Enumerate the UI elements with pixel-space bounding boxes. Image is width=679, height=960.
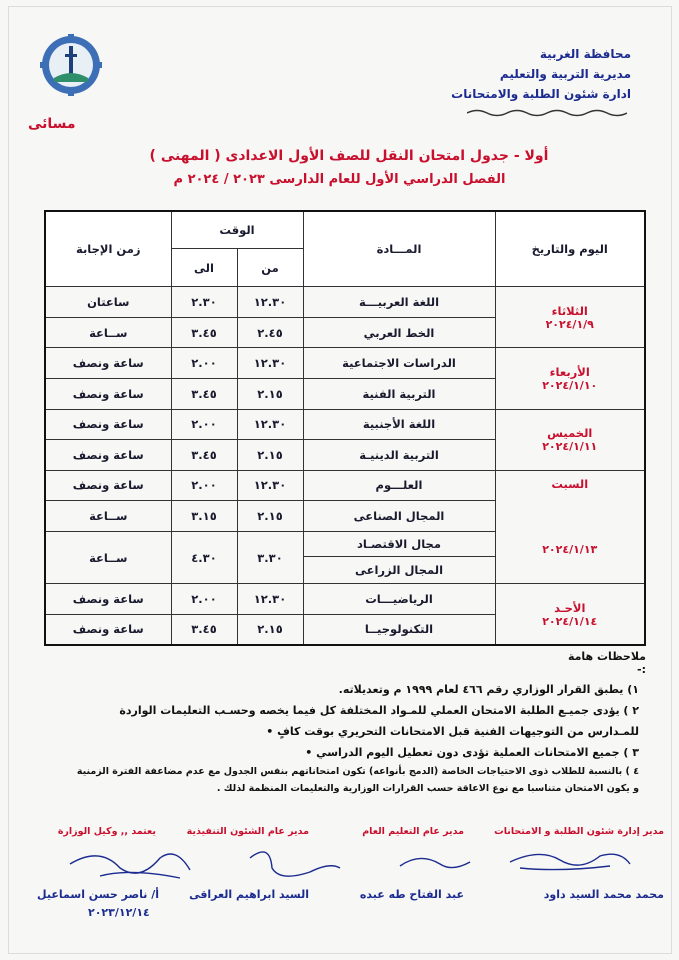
day-name: الثلاثاء	[551, 303, 588, 318]
schedule-subtitle: الفصل الدراسي الأول للعام الدارسى ٢٠٢٣ / ٢٠٢٤ م	[173, 172, 506, 187]
duration-cell: ساعة ونصف	[45, 614, 171, 645]
to-cell: ٤.٣٠	[171, 531, 237, 584]
to-cell: ٣.١٥	[171, 501, 237, 532]
to-cell: ٣.٤٥	[171, 317, 237, 348]
duration-cell: ساعة ونصف	[45, 409, 171, 440]
day-date: ٢٠٢٤/١/٩	[545, 317, 594, 331]
signatory-name: عبد الفتاح طه عبده	[359, 888, 464, 901]
department-name: ادارة شئون الطلبة والامتحانات	[451, 87, 631, 101]
to-cell: ٣.٤٥	[171, 378, 237, 409]
day-cell	[495, 287, 645, 348]
day-date: ٢٠٢٤/١/١٣	[542, 542, 598, 556]
to-cell: ٢.٣٠	[171, 287, 237, 318]
signature-title: مدير عام التعليم العام	[362, 826, 464, 837]
notes-list	[39, 680, 639, 798]
header-to: الى	[171, 249, 237, 287]
directorate-name: مديرية التربية والتعليم	[499, 67, 631, 81]
from-cell: ٢.١٥	[237, 440, 303, 471]
decorative-ornament-icon	[467, 108, 627, 118]
issuer-header	[451, 44, 631, 104]
to-cell: ٢.٠٠	[171, 470, 237, 501]
signed-date: ٢٠٢٣/١٢/١٤	[88, 906, 150, 919]
exam-schedule-table	[44, 210, 646, 646]
subject-cell: اللغة الأجنبية	[303, 409, 495, 440]
day-date: ٢٠٢٤/١/١١	[542, 440, 598, 454]
subject-cell: الخط العربي	[303, 317, 495, 348]
note-item: ٤ ) بالنسبة للطلاب ذوى الاحتياجات الخاصة (الدمج بأنواعه) تكون امتحاناتهم بنفس الجدول مع عدم مضاعفة الفترة الزمنية	[76, 766, 639, 777]
duration-cell: ساعتان	[45, 287, 171, 318]
signatory-name: أ/ ناصر حسن اسماعيل	[37, 888, 159, 901]
note-item: للمـدارس من التوجيهات الفنية قبل الامتحانات التحريري بوقت كافٍ •	[266, 725, 639, 738]
subject-cell: المجال الزراعى	[303, 557, 495, 584]
governorate-logo-icon	[40, 34, 102, 96]
note-item: ١) يطبق القرار الوزاري رقم ٤٦٦ لعام ١٩٩٩ م وتعديلاته.	[338, 683, 639, 696]
from-cell: ٢.١٥	[237, 378, 303, 409]
duration-cell: ساعة ونصف	[45, 378, 171, 409]
signatory-name: محمد محمد السيد داود	[543, 888, 664, 901]
from-cell: ٢.١٥	[237, 614, 303, 645]
notes-title: ملاحظات هامة :-	[567, 650, 646, 676]
from-cell: ٢.١٥	[237, 501, 303, 532]
to-cell: ٣.٤٥	[171, 440, 237, 471]
signatory-name: السيد ابراهيم العراقى	[189, 888, 309, 901]
from-cell: ١٢.٣٠	[237, 470, 303, 501]
subject-cell: الدراسات الاجتماعية	[303, 348, 495, 379]
to-cell: ٢.٠٠	[171, 584, 237, 615]
header-day-date: اليوم والتاريخ	[495, 211, 645, 287]
day-name: السبت	[551, 476, 589, 491]
day-cell	[495, 470, 645, 584]
schedule-title: أولا - جدول امتحان النقل للصف الأول الاعدادى ( المهنى )	[149, 148, 549, 164]
header-from: من	[237, 249, 303, 287]
from-cell: ٢.٤٥	[237, 317, 303, 348]
signature-title: يعتمد ,, وكيل الوزارة	[57, 826, 156, 837]
day-cell	[495, 584, 645, 645]
to-cell: ٢.٠٠	[171, 409, 237, 440]
day-date: ٢٠٢٤/١/١٤	[542, 614, 598, 628]
from-cell: ١٢.٣٠	[237, 409, 303, 440]
note-item: و يكون الامتحان متناسبا مع نوع الاعاقة حسب القرارات الوزارية والتعليمات المنظمة لذلك .	[216, 783, 639, 794]
subject-cell: التربية الدينيـة	[303, 440, 495, 471]
from-cell: ١٢.٣٠	[237, 584, 303, 615]
day-cell	[495, 409, 645, 470]
session-label: مسائى	[28, 116, 76, 132]
duration-cell: ساعة ونصف	[45, 584, 171, 615]
header-time: الوقت	[171, 211, 303, 249]
duration-cell: ســاعة	[45, 531, 171, 584]
to-cell: ٢.٠٠	[171, 348, 237, 379]
signature-title: مدير عام الشئون التنفيذية	[186, 826, 309, 837]
duration-cell: ساعة ونصف	[45, 440, 171, 471]
duration-cell: ساعة ونصف	[45, 348, 171, 379]
header-duration: زمن الإجابة	[45, 211, 171, 287]
subject-cell: العلـــوم	[303, 470, 495, 501]
day-name: الأربعاء	[549, 364, 590, 379]
day-cell	[495, 348, 645, 409]
subject-cell: المجال الصناعى	[303, 501, 495, 532]
duration-cell: ساعة ونصف	[45, 470, 171, 501]
duration-cell: ســاعة	[45, 501, 171, 532]
subject-cell: الرياضيـــات	[303, 584, 495, 615]
governorate-name: محافظة الغربية	[539, 47, 631, 61]
note-item: ٢ ) يؤدى جميـع الطلبة الامتحان العملي للمـواد المختلفة كل فيما يخصه وحسـب التعليمات الواردة	[119, 704, 639, 717]
subject-cell: التربية الفنية	[303, 378, 495, 409]
day-name: الخميس	[547, 426, 593, 441]
signature-title: مدير إدارة شئون الطلبة و الامتحانات	[494, 826, 664, 837]
day-name: الأحـد	[554, 600, 586, 615]
from-cell: ٣.٣٠	[237, 531, 303, 584]
note-item: ٣ ) جميع الامتحانات العملية تؤدى دون تعطيل اليوم الدراسي •	[305, 746, 639, 759]
subject-cell: مجال الاقتصـاد	[303, 531, 495, 556]
duration-cell: ســاعة	[45, 317, 171, 348]
day-date: ٢٠٢٤/١/١٠	[542, 378, 598, 392]
subject-cell: اللغة العربيـــة	[303, 287, 495, 318]
handwritten-signatures-icon	[40, 838, 660, 892]
header-subject: المـــادة	[303, 211, 495, 287]
from-cell: ١٢.٣٠	[237, 287, 303, 318]
subject-cell: التكنولوجيــا	[303, 614, 495, 645]
from-cell: ١٢.٣٠	[237, 348, 303, 379]
to-cell: ٣.٤٥	[171, 614, 237, 645]
